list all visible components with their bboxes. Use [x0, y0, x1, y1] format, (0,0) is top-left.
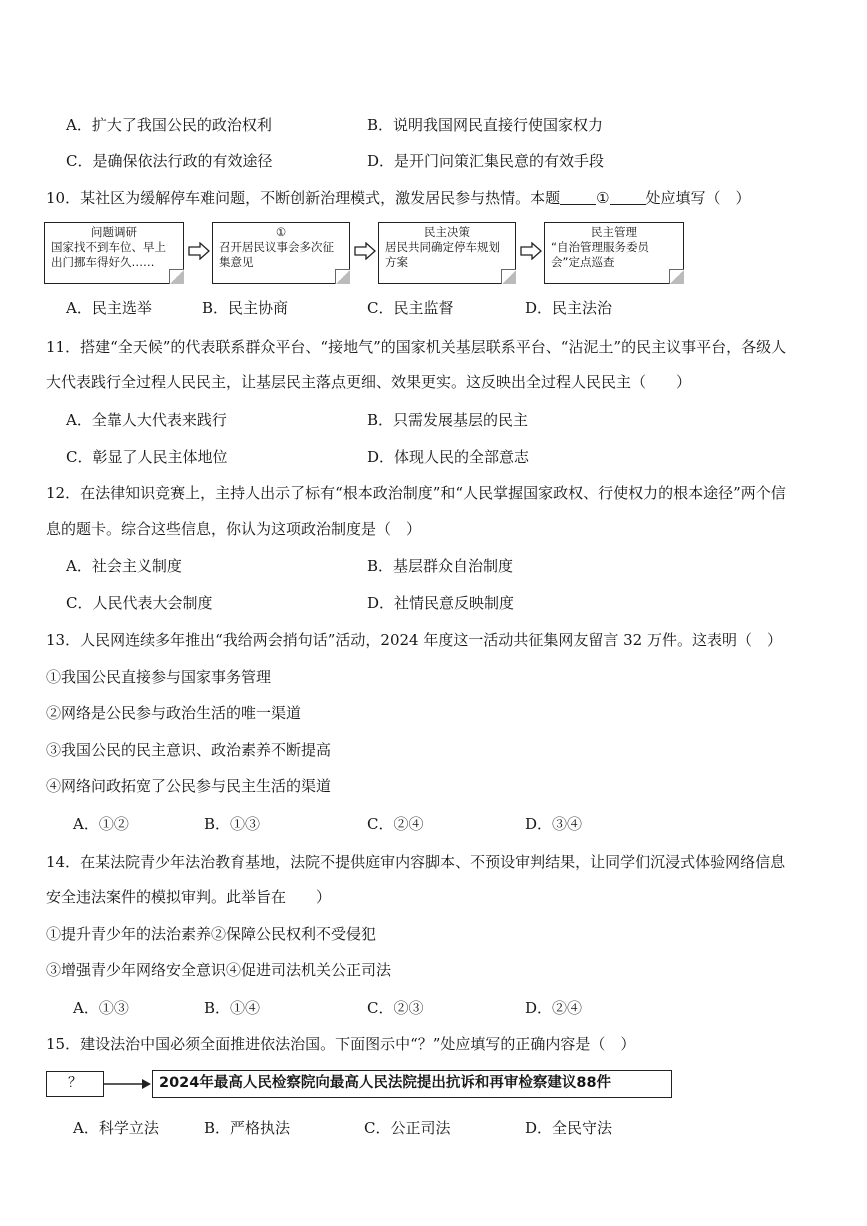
- q12-option-a: A．社会主义制度: [66, 557, 182, 575]
- q12-stem-line2: 息的题卡。综合这些信息，你认为这项政治制度是（ ）: [46, 520, 422, 538]
- flow-box-title: 民主决策: [424, 225, 470, 239]
- q10-stem: [46, 188, 751, 208]
- q14-stem-line1: 14．在某法院青少年法治教育基地，法院不提供庭审内容脚本、不预设审判结果，让同学们沉浸式体验网络信息: [46, 853, 786, 871]
- flow-box-title: 问题调研: [91, 225, 137, 239]
- q14-option-a: A．①③: [73, 999, 129, 1017]
- arrow-right-icon: [354, 242, 376, 260]
- q14-option-d: D．②④: [525, 999, 583, 1017]
- q9-option-b: B．说明我国网民直接行使国家权力: [367, 116, 604, 134]
- q11-stem-line2: 大代表践行全过程人民民主，让基层民主落点更细、效果更实。这反映出全过程人民民主（ ）: [46, 373, 692, 391]
- arrow-right-icon: [188, 242, 210, 260]
- q15-stem: 15．建设法治中国必须全面推进依法治国。下面图示中“？”处应填写的正确内容是（ ）: [46, 1035, 636, 1053]
- q12-option-b: B．基层群众自治制度: [367, 557, 514, 575]
- q15-result-box: 2024年最高人民检察院向最高人民法院提出抗诉和再审检察建议88件: [152, 1070, 672, 1098]
- q15-option-a: A．科学立法: [73, 1119, 159, 1137]
- flow-box-management: [544, 222, 684, 284]
- flow-box-consultation: [212, 222, 350, 284]
- q10-stem-end: 处应填写（ ）: [645, 189, 751, 207]
- flow-box-title: ①: [275, 225, 287, 239]
- q13-statement-3: ③我国公民的民主意识、政治素养不断提高: [46, 741, 332, 759]
- q13-statement-4: ④网络问政拓宽了公民参与民主生活的渠道: [46, 777, 332, 795]
- arrow-right-icon: [104, 1077, 152, 1091]
- q15-option-b: B．严格执法: [204, 1119, 291, 1137]
- q14-option-b: B．①④: [204, 999, 261, 1017]
- blank-line: [610, 190, 646, 205]
- flow-box-decision: [378, 222, 516, 284]
- q11-option-c: C．彰显了人民主体地位: [66, 448, 228, 466]
- q12-option-d: D．社情民意反映制度: [367, 594, 515, 612]
- q11-option-b: B．只需发展基层的民主: [367, 411, 529, 429]
- q13-option-b: B．①③: [204, 815, 261, 833]
- q10-option-b: B．民主协商: [202, 299, 289, 317]
- q10-option-c: C．民主监督: [367, 299, 454, 317]
- q15-option-c: C．公正司法: [364, 1119, 451, 1137]
- page-fold-icon: [335, 269, 350, 284]
- q9-option-a: A．扩大了我国公民的政治权利: [66, 116, 272, 134]
- q13-option-d: D．③④: [525, 815, 583, 833]
- q10-blank-mark: ①: [596, 189, 610, 207]
- page-fold-icon: [501, 269, 516, 284]
- q11-stem-line1: 11．搭建“全天候”的代表联系群众平台、“接地气”的国家机关基层联系平台、“沾泥土”的民主议事平台，各级人: [46, 338, 787, 356]
- flow-box-body: 居民共同确定停车规划方案: [385, 240, 500, 269]
- q9-option-d: D．是开门问策汇集民意的有效手段: [367, 152, 605, 170]
- q15-option-d: D．全民守法: [525, 1119, 613, 1137]
- q14-statements-3-4: ③增强青少年网络安全意识④促进司法机关公正司法: [46, 961, 392, 979]
- q12-option-c: C．人民代表大会制度: [66, 594, 213, 612]
- q14-option-c: C．②③: [367, 999, 424, 1017]
- q13-stem: 13．人民网连续多年推出“我给两会捎句话”活动，2024 年度这一活动共征集网友留言 32 万件。这表明（ ）: [46, 631, 782, 649]
- q12-stem-line1: 12．在法律知识竞赛上，主持人出示了标有“根本政治制度”和“人民掌握国家政权、行使权力的根本途径”两个信: [46, 484, 786, 502]
- page-fold-icon: [669, 269, 684, 284]
- flow-box-body: 召开居民议事会多次征集意见: [219, 240, 334, 269]
- blank-line: [560, 190, 596, 205]
- q13-option-a: A．①②: [73, 815, 129, 833]
- q10-stem-text: 10．某社区为缓解停车难问题，不断创新治理模式，激发居民参与热情。本题: [46, 189, 561, 207]
- q13-statement-2: ②网络是公民参与政治生活的唯一渠道: [46, 704, 302, 722]
- flow-box-body: 国家找不到车位、早上出门挪车得好久……: [51, 240, 166, 269]
- flow-box-research: [44, 222, 184, 284]
- q11-option-a: A．全靠人大代表来践行: [66, 411, 227, 429]
- q13-statement-1: ①我国公民直接参与国家事务管理: [46, 668, 272, 686]
- q14-statements-1-2: ①提升青少年的法治素养②保障公民权利不受侵犯: [46, 925, 377, 943]
- q9-option-c: C．是确保依法行政的有效途径: [66, 152, 273, 170]
- q13-option-c: C．②④: [367, 815, 424, 833]
- q14-stem-line2: 安全违法案件的模拟审判。此举旨在 ）: [46, 888, 332, 906]
- flow-box-body: “自治管理服务委员会”定点巡查: [551, 240, 649, 269]
- flow-box-title: 民主管理: [591, 225, 637, 239]
- page-fold-icon: [169, 269, 184, 284]
- arrow-right-icon: [520, 242, 542, 260]
- q11-option-d: D．体现人民的全部意志: [367, 448, 530, 466]
- q10-option-d: D．民主法治: [525, 299, 613, 317]
- q10-option-a: A．民主选举: [66, 299, 152, 317]
- q15-question-box: ？: [46, 1071, 104, 1097]
